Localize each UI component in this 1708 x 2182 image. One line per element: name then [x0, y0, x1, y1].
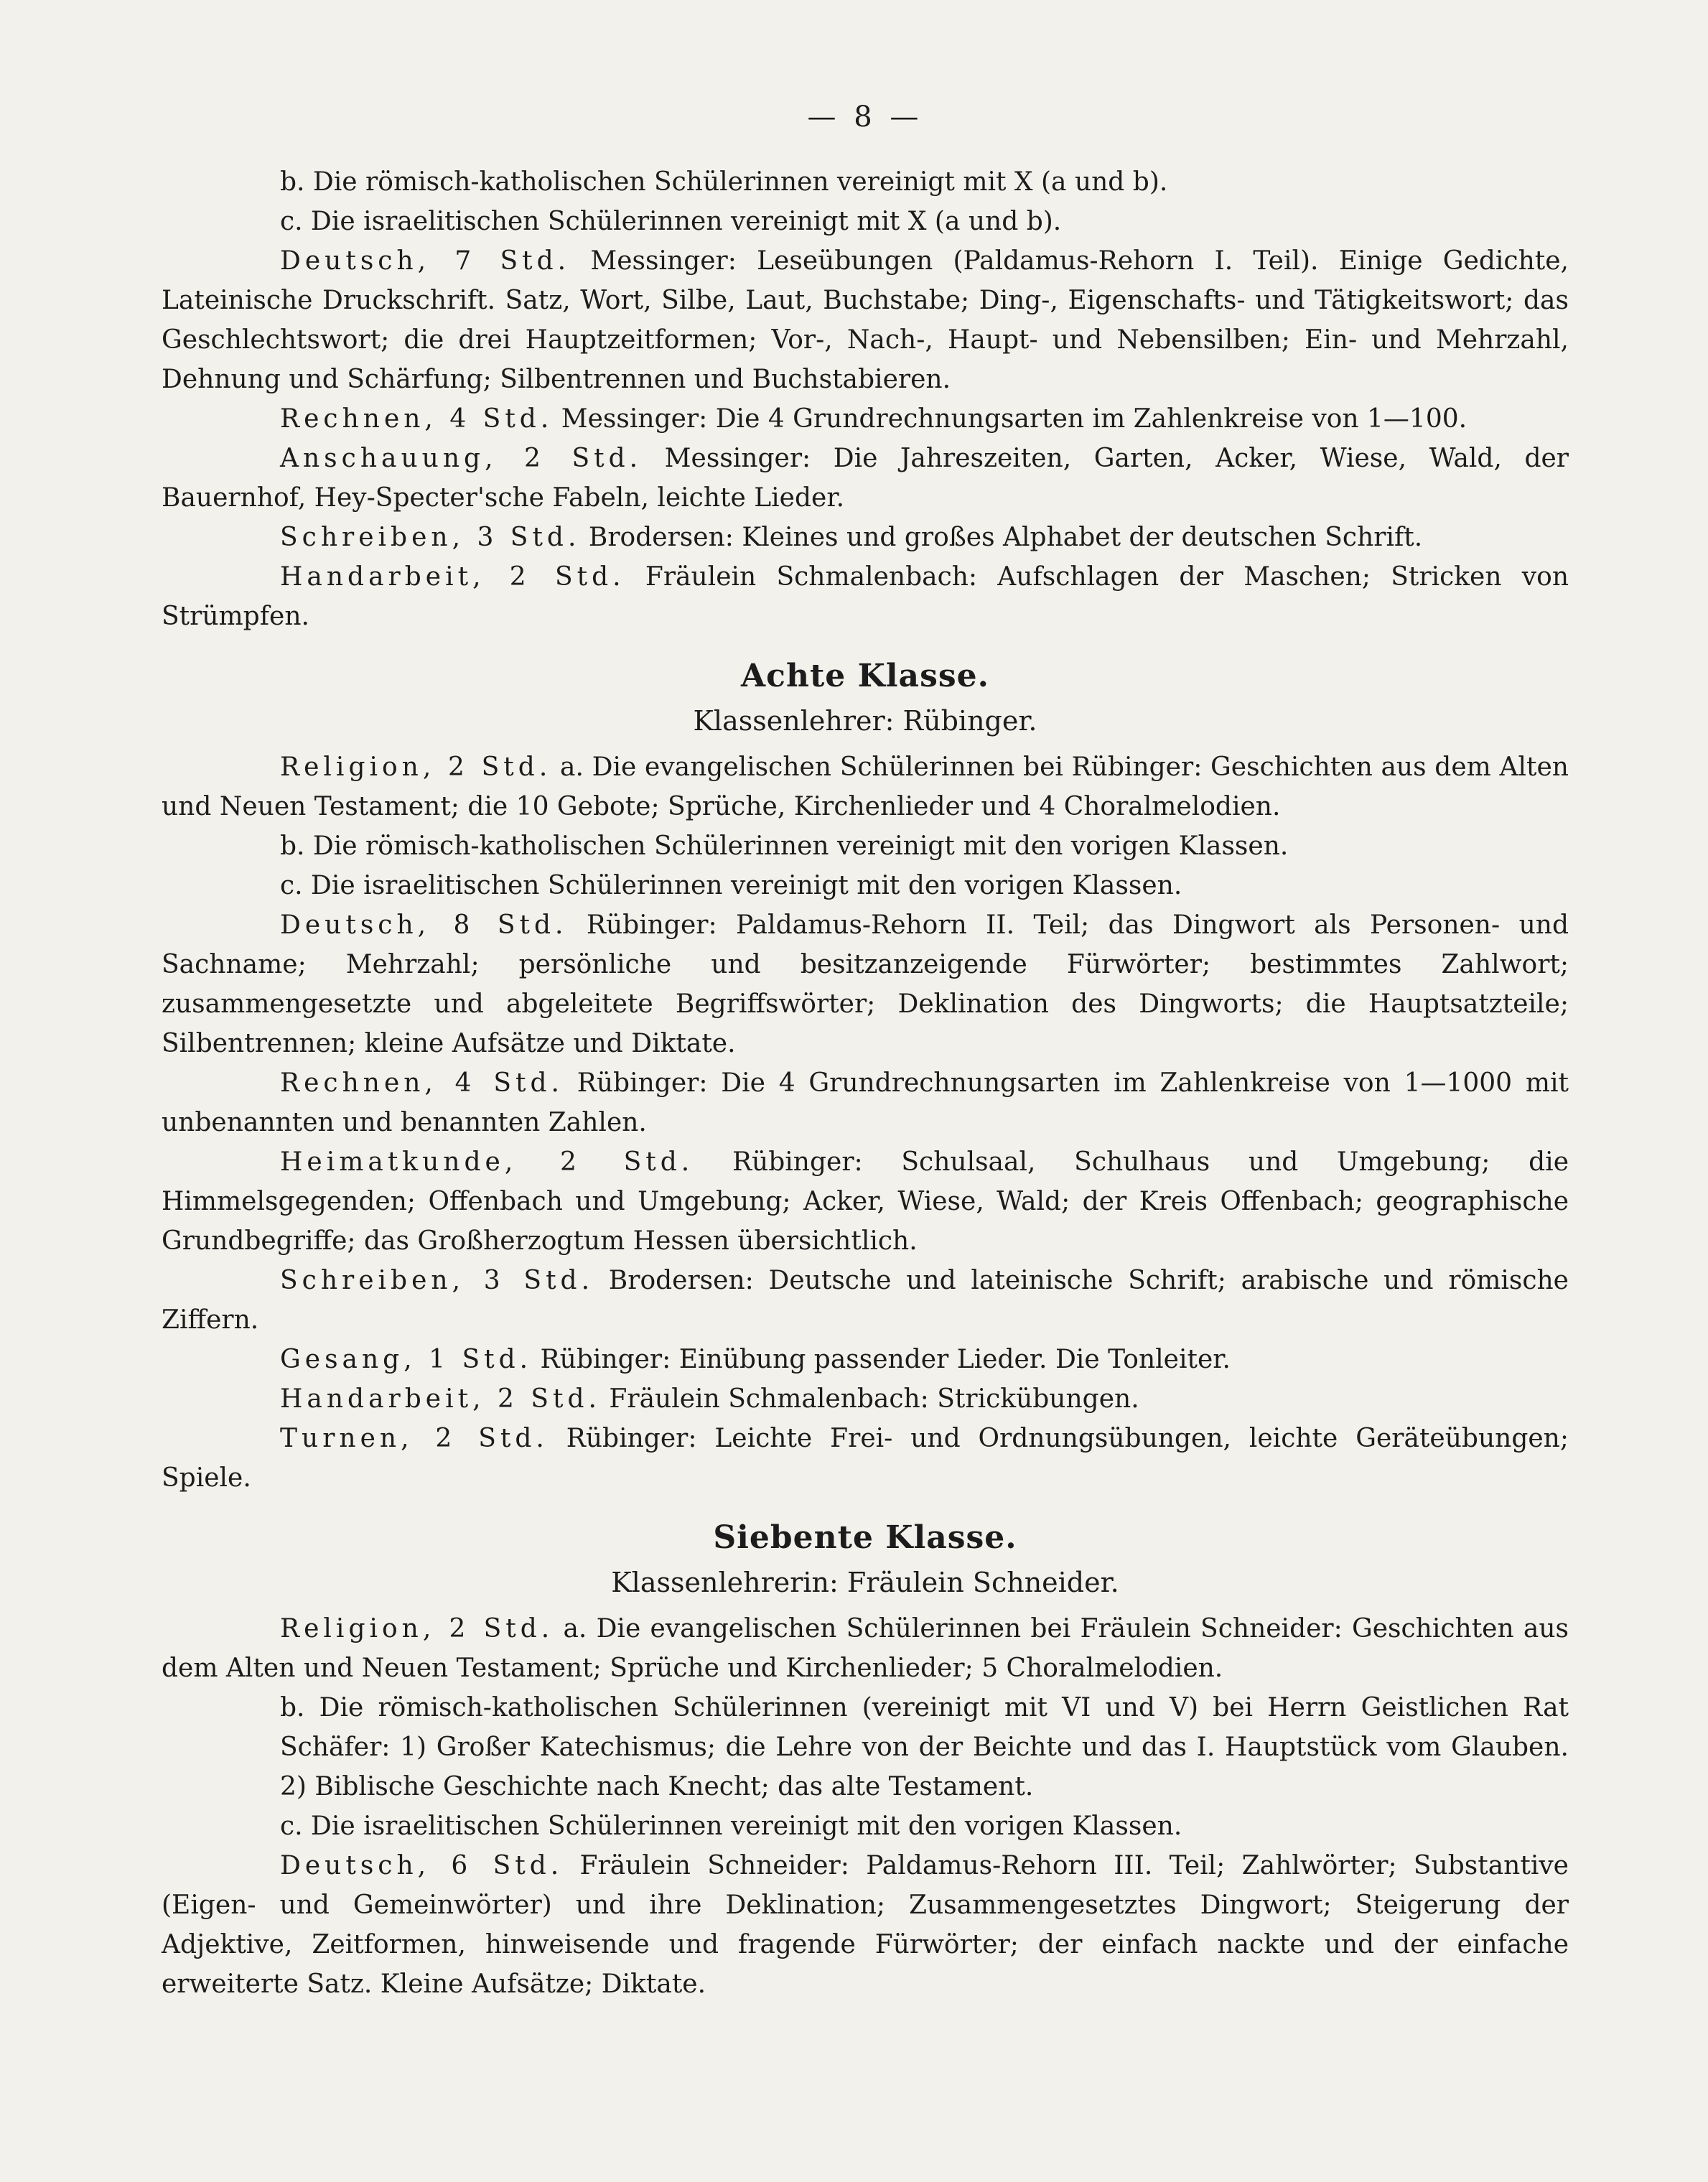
subject-label: Handarbeit, 2 Std.: [280, 562, 625, 592]
paragraph-top-schreiben: [162, 518, 1569, 557]
paragraph-achte-b: b. Die römisch-katholischen Schülerinnen vereinigt mit den vorigen Klassen.: [280, 831, 1289, 861]
subject-label: Schreiben, 3 Std.: [280, 1266, 594, 1295]
paragraph-achte-heimatkunde: [162, 1142, 1569, 1261]
subject-text: Messinger: Leseübungen (Paldamus-Rehorn I. Teil). Einige Gedichte, Lateinische Druckschrift. Satz, Wort, Silbe, Laut, Buchstabe; Ding-, Eigenschafts- und Tätigkeitswort; das Geschlechtswort; die drei Hauptzeitformen; Vor-, Nach-, Haupt- und Nebensilben; Ein- und Mehrzahl, Dehnung und Schärfung; Silbentrennen und Buchstabieren.: [162, 246, 1569, 394]
page-number: — 8 —: [807, 101, 923, 134]
paragraph-siebente-deutsch: [162, 1846, 1569, 2004]
subject-label: Turnen, 2 Std.: [280, 1424, 549, 1453]
paragraph-achte-schreiben: [162, 1261, 1569, 1340]
subject-text: Rübinger: Einübung passender Lieder. Die Tonleiter.: [540, 1345, 1231, 1374]
class-teacher-siebente: Klassenlehrerin: Fräulein Schneider.: [611, 1567, 1119, 1598]
section-heading-siebente: Siebente Klasse.: [713, 1519, 1017, 1556]
subject-label: Schreiben, 3 Std.: [280, 523, 581, 552]
paragraph-achte-religion: [162, 747, 1569, 826]
subject-text: Messinger: Die 4 Grundrechnungsarten im Zahlenkreise von 1—100.: [561, 404, 1467, 434]
subject-text: Rübinger: Paldamus-Rehorn II. Teil; das Dingwort als Personen- und Sachname; Mehrzahl; persönliche und besitzanzeigende Fürwörter; bestimmtes Zahlwort; zusammengesetzte und abgeleitete Begriffswörter; Deklination des Dingworts; die Hauptsatzteile; Silbentrennen; kleine Aufsätze und Diktate.: [162, 910, 1569, 1058]
subject-label: Anschauung, 2 Std.: [280, 444, 643, 473]
subject-label: Religion, 2 Std.: [280, 1614, 554, 1644]
paragraph-achte-handarbeit: [162, 1379, 1569, 1419]
subject-text: Brodersen: Kleines und großes Alphabet der deutschen Schrift.: [588, 523, 1423, 552]
subject-label: Religion, 2 Std.: [280, 752, 552, 782]
section-heading-achte: Achte Klasse.: [741, 658, 989, 694]
paragraph-achte-c: c. Die israelitischen Schülerinnen vereinigt mit den vorigen Klassen.: [280, 871, 1182, 900]
subject-text: Brodersen: Deutsche und lateinische Schrift; arabische und römische Ziffern.: [162, 1266, 1569, 1335]
paragraph-top-b: b. Die römisch-katholischen Schülerinnen vereinigt mit X (a und b).: [280, 167, 1168, 197]
subject-text: Rübinger: Schulsaal, Schulhaus und Umgebung; die Himmelsgegenden; Offenbach und Umgebung; Acker, Wiese, Wald; der Kreis Offenbach; geographische Grundbegriffe; das Großherzogtum Hessen übersichtlich.: [162, 1147, 1569, 1256]
document-page: [162, 101, 1569, 2004]
paragraph-siebente-religion: [162, 1609, 1569, 1688]
paragraph-siebente-c: c. Die israelitischen Schülerinnen vereinigt mit den vorigen Klassen.: [280, 1812, 1182, 1841]
subject-text: Rübinger: Die 4 Grundrechnungsarten im Zahlenkreise von 1—1000 mit unbenannten und benannten Zahlen.: [162, 1068, 1569, 1137]
paragraph-achte-deutsch: [162, 905, 1569, 1063]
subject-text: Messinger: Die Jahreszeiten, Garten, Acker, Wiese, Wald, der Bauernhof, Hey-Specter'sche Fabeln, leichte Lieder.: [162, 444, 1569, 513]
paragraph-achte-rechnen: [162, 1063, 1569, 1142]
subject-label: Deutsch, 6 Std.: [280, 1851, 564, 1880]
subject-text: Fräulein Schmalenbach: Aufschlagen der Maschen; Stricken von Strümpfen.: [162, 562, 1569, 631]
subject-label: Heimatkunde, 2 Std.: [280, 1147, 694, 1177]
subject-text: Fräulein Schmalenbach: Strickübungen.: [609, 1384, 1139, 1414]
paragraph-top-c: c. Die israelitischen Schülerinnen vereinigt mit X (a und b).: [280, 207, 1062, 236]
paragraph-top-handarbeit: [162, 557, 1569, 636]
class-teacher-achte: Klassenlehrer: Rübinger.: [693, 705, 1037, 737]
subject-text: Rübinger: Leichte Frei- und Ordnungsübungen, leichte Geräteübungen; Spiele.: [162, 1424, 1569, 1493]
subject-label: Handarbeit, 2 Std.: [280, 1384, 601, 1414]
subject-label: Deutsch, 7 Std.: [280, 246, 571, 276]
subject-text: Fräulein Schneider: Paldamus-Rehorn III. Teil; Zahlwörter; Substantive (Eigen- und Gemeinwörter) und ihre Deklination; Zusammengesetztes Dingwort; Steigerung der Adjektive, Zeitformen, hinweisende und fragende Fürwörter; der einfach nackte und der einfache erweiterte Satz. Kleine Aufsätze; Diktate.: [162, 1851, 1569, 1999]
paragraph-siebente-b: b. Die römisch-katholischen Schülerinnen (vereinigt mit VI und V) bei Herrn Geistlichen Rat Schäfer: 1) Großer Katechismus; die Lehre von der Beichte und das I. Hauptstück vom Glauben. 2) Biblische Geschichte nach Knecht; das alte Testament.: [280, 1693, 1569, 1801]
paragraph-achte-turnen: [162, 1419, 1569, 1498]
paragraph-top-anschauung: [162, 439, 1569, 518]
subject-label: Deutsch, 8 Std.: [280, 910, 568, 940]
subject-label: Gesang, 1 Std.: [280, 1345, 533, 1374]
subject-text: a. Die evangelischen Schülerinnen bei Fräulein Schneider: Geschichten aus dem Alten und Neuen Testament; Sprüche und Kirchenlieder; 5 Choralmelodien.: [162, 1614, 1569, 1683]
paragraph-achte-gesang: [162, 1340, 1569, 1379]
subject-label: Rechnen, 4 Std.: [280, 404, 554, 434]
paragraph-top-deutsch: [162, 241, 1569, 399]
subject-text: a. Die evangelischen Schülerinnen bei Rübinger: Geschichten aus dem Alten und Neuen Testament; die 10 Gebote; Sprüche, Kirchenlieder und 4 Choralmelodien.: [162, 752, 1569, 821]
paragraph-top-rechnen: [162, 399, 1569, 439]
subject-label: Rechnen, 4 Std.: [280, 1068, 564, 1098]
